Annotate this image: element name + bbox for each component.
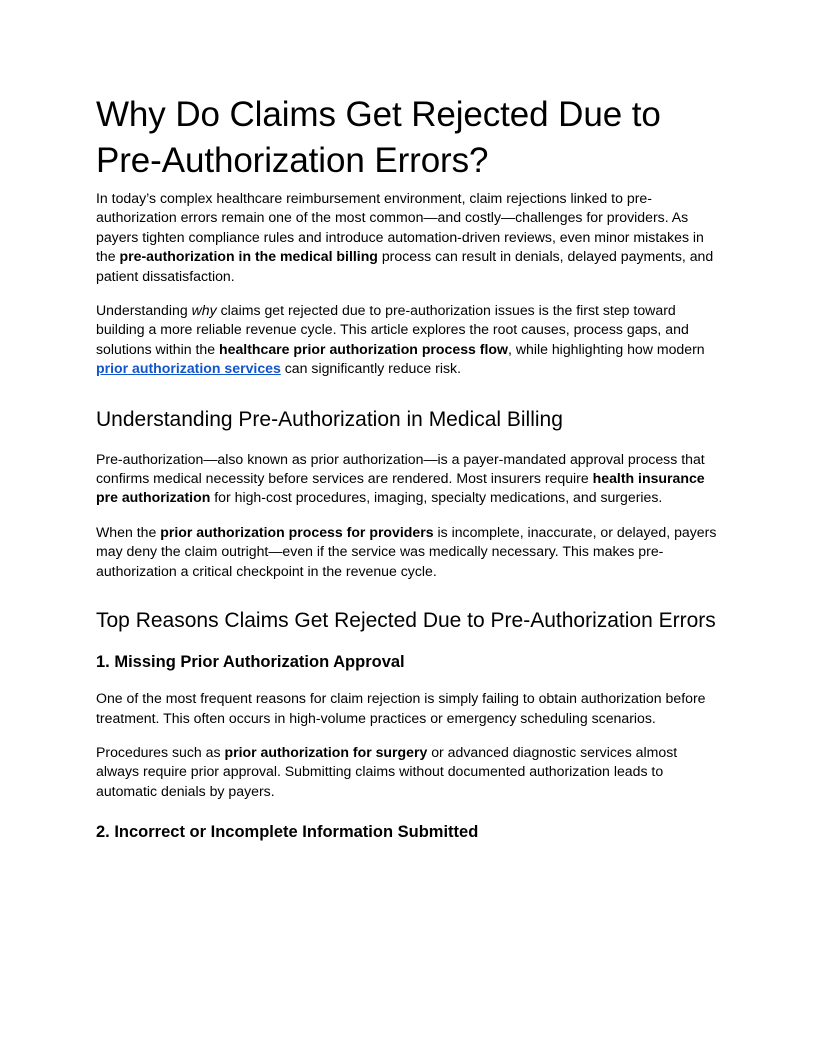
text-span: Procedures such as (96, 743, 225, 760)
section-heading-top-reasons: Top Reasons Claims Get Rejected Due to Pre-Authorization Errors (96, 609, 716, 633)
subheading-missing-approval: 1. Missing Prior Authorization Approval (96, 653, 405, 672)
sub1-paragraph-2 (96, 743, 720, 801)
text-span: In today’s complex healthcare reimbursement environment, claim rejections linked to pre-authorization errors remain one of the most common—and costly—challenges for providers. As payers tighten compliance rules and introduce automation-driven reviews, even minor mistakes in the (96, 190, 704, 265)
section1-paragraph-2 (96, 523, 720, 581)
bold-term: healthcare prior authorization process flow (219, 340, 508, 357)
text-span: , while highlighting how modern (507, 340, 705, 357)
text-span: Pre-authorization—also known as prior authorization—is a payer-mandated approval process that confirms medical necessity before services are rendered. Most insurers require (96, 450, 705, 487)
page-title: Why Do Claims Get Rejected Due to Pre-Authorization Errors? (96, 95, 661, 180)
text-span: can significantly reduce risk. (280, 360, 462, 377)
document-page (96, 92, 720, 843)
text-span: or advanced diagnostic services almost always require prior approval. Submitting claims without documented authorization leads to automatic denials by payers. (96, 743, 678, 799)
intro-paragraph-1 (96, 189, 720, 286)
text-span: is incomplete, inaccurate, or delayed, payers may deny the claim outright—even if the service was medically necessary. This makes pre-authorization a critical checkpoint in the revenue cycle. (96, 523, 717, 579)
subheading-incorrect-information: 2. Incorrect or Incomplete Information Submitted (96, 823, 479, 842)
bold-term: prior authorization process for providers (160, 523, 434, 540)
text-span: Understanding (96, 302, 192, 319)
bold-term: prior authorization for surgery (224, 743, 428, 760)
bold-term: pre-authorization in the medical billing (119, 248, 378, 265)
intro-paragraph-2 (96, 301, 720, 379)
text-span: claims get rejected due to pre-authorization issues is the first step toward building a more reliable revenue cycle. This article explores the root causes, process gaps, and solutions within the (96, 302, 689, 357)
italic-term: why (191, 302, 217, 319)
prior-authorization-services-link[interactable]: prior authorization services (96, 360, 281, 377)
section-heading-understanding: Understanding Pre-Authorization in Medical Billing (96, 407, 563, 431)
sub1-paragraph-1: One of the most frequent reasons for claim rejection is simply failing to obtain authorization before treatment. This often occurs in high-volume practices or emergency scheduling scenarios. (96, 690, 706, 726)
text-span: When the (96, 523, 161, 540)
bold-term: health insurance pre authorization (96, 470, 705, 506)
section1-paragraph-1 (96, 450, 720, 508)
text-span: process can result in denials, delayed payments, and patient dissatisfaction. (96, 248, 714, 284)
text-span: for high-cost procedures, imaging, specialty medications, and surgeries. (210, 489, 663, 506)
